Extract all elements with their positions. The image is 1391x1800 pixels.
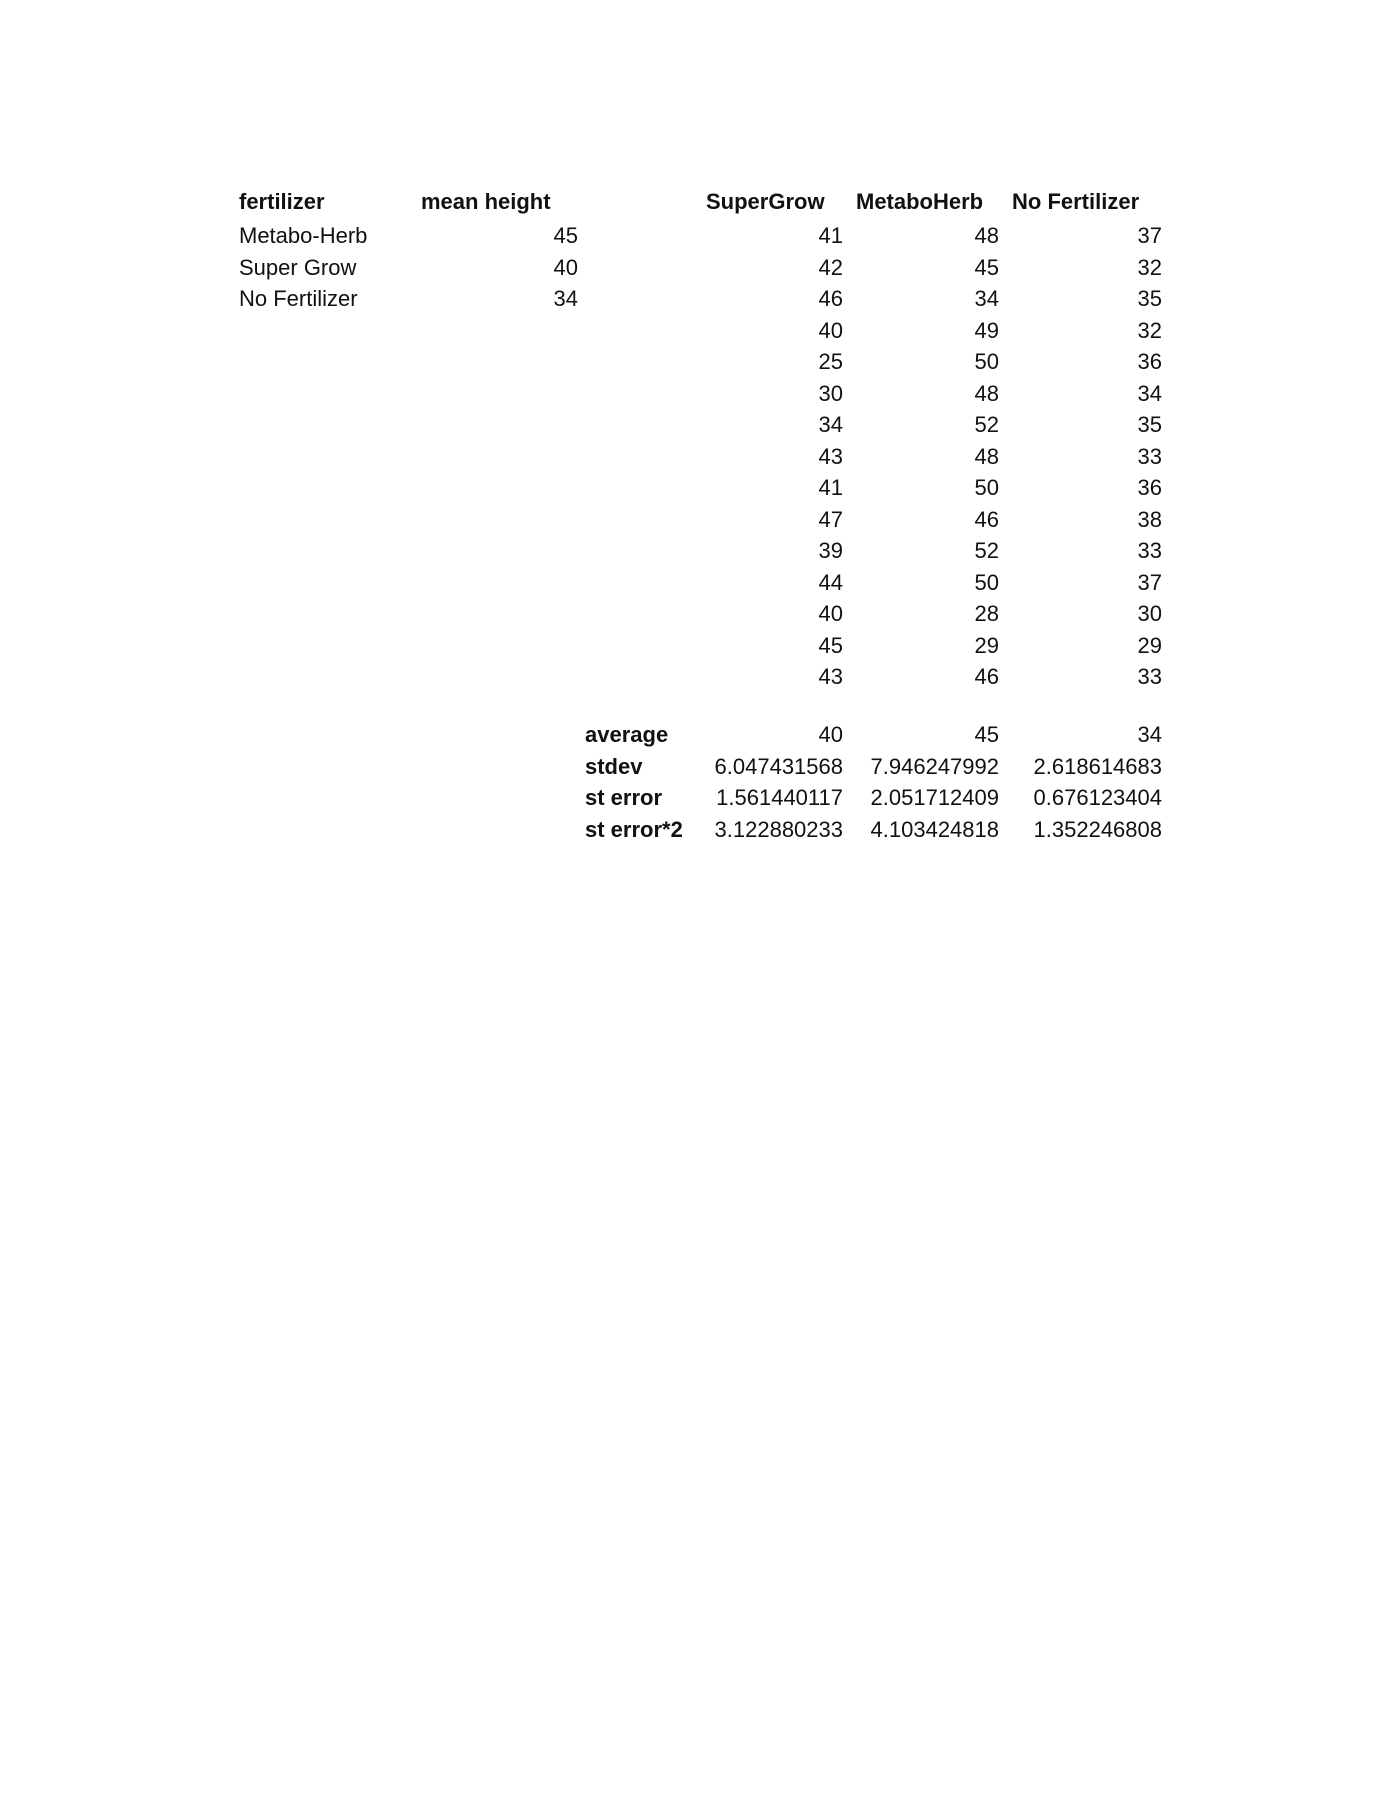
stats-value: 40 [818,722,843,747]
summary-fertilizer-name: No Fertilizer [239,286,358,311]
data-cell: 46 [974,664,999,689]
data-row [0,536,1391,567]
stats-value: 1.352246808 [1033,816,1162,842]
data-cell: 40 [818,601,843,626]
summary-mean-value: 34 [553,286,578,311]
data-cell: 48 [974,443,999,469]
data-cell: 32 [1137,254,1162,280]
data-cell: 28 [974,601,999,626]
data-cell: 38 [1137,506,1162,532]
stats-row [0,783,1391,815]
stats-value: 2.051712409 [870,785,999,810]
data-table [0,221,1391,701]
data-cell: 33 [1137,538,1162,563]
data-cell: 36 [1137,475,1162,500]
summary-fertilizer-name: Super Grow [239,254,357,280]
data-cell: 34 [974,286,999,311]
data-row [0,221,1391,252]
stats-value: 34 [1137,722,1162,747]
data-row [0,473,1391,504]
column-header-metaboherb: MetaboHerb [856,189,984,214]
column-header-supergrow: SuperGrow [706,189,825,214]
data-cell: 42 [818,254,843,280]
stats-value: 3.122880233 [714,816,843,842]
stats-label: average [585,722,669,747]
data-row [0,347,1391,378]
column-header-no-fertilizer: No Fertilizer [1012,189,1140,214]
data-row [0,568,1391,599]
stats-row [0,720,1391,752]
data-cell: 25 [818,349,843,374]
summary-mean-value: 40 [553,254,578,280]
data-cell: 33 [1137,443,1162,469]
data-cell: 40 [818,317,843,343]
data-row [0,631,1391,662]
data-cell: 30 [1137,601,1162,626]
data-cell: 45 [818,632,843,658]
data-cell: 39 [818,538,843,563]
data-row [0,662,1391,693]
stats-value: 7.946247992 [870,753,999,779]
data-cell: 47 [818,506,843,532]
stats-value: 45 [974,722,999,747]
summary-header-mean-height: mean height [421,189,551,214]
data-cell: 48 [974,380,999,406]
stats-value: 2.618614683 [1033,753,1162,779]
data-cell: 46 [818,286,843,311]
data-row [0,284,1391,315]
data-cell: 35 [1137,286,1162,311]
data-cell: 43 [818,443,843,469]
stats-table [0,720,1391,850]
data-cell: 32 [1137,317,1162,343]
data-cell: 44 [818,569,843,595]
data-cell: 52 [974,538,999,563]
data-cell: 48 [974,223,999,248]
data-cell: 37 [1137,223,1162,248]
data-cell: 41 [818,223,843,248]
data-row [0,599,1391,630]
data-cell: 46 [974,506,999,532]
summary-mean-value: 45 [553,223,578,248]
summary-fertilizer-name: Metabo-Herb [239,223,368,248]
data-cell: 45 [974,254,999,280]
data-row [0,505,1391,536]
data-cell: 30 [818,380,843,406]
data-cell: 35 [1137,412,1162,437]
data-cell: 43 [818,664,843,689]
stats-value: 4.103424818 [870,816,999,842]
stats-label: stdev [585,753,643,779]
data-cell: 49 [974,317,999,343]
data-cell: 29 [974,632,999,658]
data-cell: 33 [1137,664,1162,689]
data-row [0,253,1391,284]
data-cell: 41 [818,475,843,500]
stats-value: 0.676123404 [1033,785,1162,810]
data-cell: 34 [818,412,843,437]
stats-row [0,815,1391,847]
data-cell: 50 [974,569,999,595]
data-cell: 52 [974,412,999,437]
data-cell: 50 [974,475,999,500]
data-cell: 36 [1137,349,1162,374]
data-row [0,410,1391,441]
data-cell: 37 [1137,569,1162,595]
stats-value: 6.047431568 [714,753,843,779]
stats-label: st error [585,785,663,810]
data-row [0,379,1391,410]
data-cell: 29 [1137,632,1162,658]
stats-value: 1.561440117 [716,785,843,810]
data-cell: 34 [1137,380,1162,406]
stats-row [0,752,1391,784]
data-cell: 50 [974,349,999,374]
summary-header-fertilizer: fertilizer [239,189,325,214]
stats-label: st error*2 [585,816,683,842]
data-row [0,316,1391,347]
data-row [0,442,1391,473]
